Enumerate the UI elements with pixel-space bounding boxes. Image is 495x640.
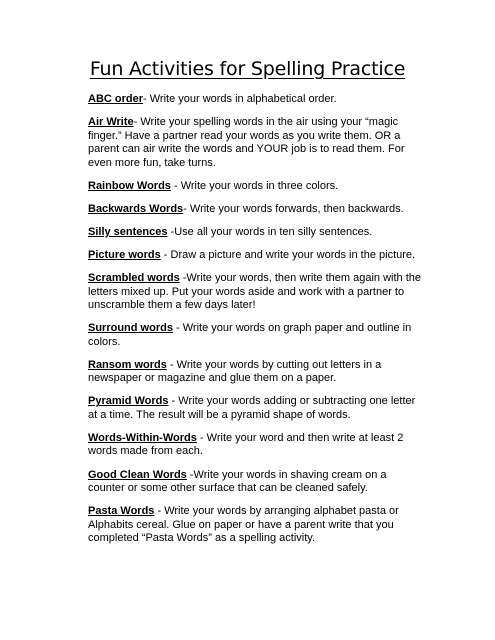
activity-description: - Write your words forwards, then backwards.: [183, 202, 404, 215]
activity-term: Words-Within-Words: [88, 431, 197, 444]
activity-term: Good Clean Words: [88, 468, 187, 481]
activity-term: Ransom words: [88, 358, 167, 371]
activity-description: - Write your words by arranging alphabet pasta or Alphabits cereal. Glue on paper or have a parent write that you completed “Pasta Words” as a spelling activity.: [88, 505, 399, 545]
activity-picture-words: [88, 249, 423, 263]
page-title: Fun Activities for Spelling Practice: [89, 58, 406, 80]
activity-backwards-words: [88, 203, 423, 217]
activity-description: -Write your words, then write them again with the letters mixed up. Put your words aside and work with a partner to unscramble them a few days later!: [88, 272, 421, 312]
activity-list: [88, 93, 423, 555]
activity-term: Scrambled words: [88, 272, 180, 285]
activity-term: Pasta Words: [88, 505, 155, 518]
activity-description: -Use all your words in ten silly sentences.: [167, 225, 373, 238]
activity-surround-words: [88, 322, 423, 349]
activity-abc-order: [88, 93, 423, 107]
activity-term: ABC order: [88, 93, 144, 105]
activity-description: - Write your words in three colors.: [170, 179, 339, 192]
activity-description: - Write your word and then write at least 2 words made from each.: [88, 431, 404, 458]
activity-scrambled-words: [88, 272, 423, 313]
activity-description: - Write your spelling words in the air using your “magic finger.” Have a partner read your words as you write them. OR a parent can air write the words and YOUR job is to read them. For even more fun, take turns.: [88, 116, 405, 169]
activity-description: - Write your words in alphabetical order.: [143, 93, 337, 105]
activity-pasta-words: [88, 505, 423, 546]
activity-ransom-words: [88, 359, 423, 386]
activity-words-within-words: [88, 432, 423, 459]
activity-term: Surround words: [88, 322, 173, 335]
activity-term: Pyramid Words: [88, 395, 169, 408]
activity-rainbow-words: [88, 180, 423, 194]
activity-air-write: [88, 116, 423, 170]
activity-description: - Write your words on graph paper and outline in colors.: [88, 322, 412, 348]
activity-description: - Draw a picture and write your words in the picture.: [160, 248, 416, 261]
activity-pyramid-words: [88, 395, 423, 422]
activity-term: Air Write: [88, 116, 134, 129]
activity-term: Rainbow Words: [88, 179, 171, 192]
activity-description: -Write your words in shaving cream on a counter or some other surface that can be cleaned safely.: [88, 468, 387, 495]
activity-term: Backwards Words: [88, 202, 184, 215]
activity-term: Picture words: [88, 248, 161, 261]
activity-description: - Write your words by cutting out letters in a newspaper or magazine and glue them on a paper.: [88, 358, 382, 385]
activity-good-clean-words: [88, 469, 423, 496]
activity-term: Silly sentences: [88, 225, 168, 238]
activity-description: - Write your words adding or subtracting one letter at a time. The result will be a pyramid shape of words.: [88, 395, 416, 421]
activity-silly-sentences: [88, 226, 423, 240]
